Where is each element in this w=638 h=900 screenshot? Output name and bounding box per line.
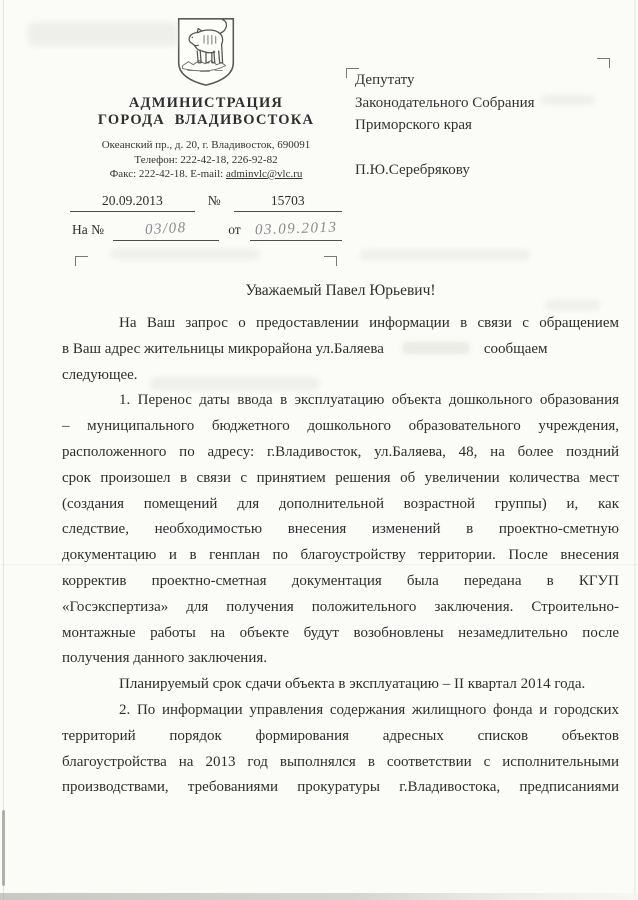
body-line: получения данного заключения.	[62, 650, 267, 667]
text-before-redaction: в Ваш адрес жительницы микрорайона ул.Баляева	[62, 340, 384, 357]
reference-row-incoming	[70, 221, 342, 241]
outgoing-number-field: 15703	[234, 193, 342, 212]
incoming-number-field	[113, 221, 219, 241]
body-line: (создания помещений для дополнительной возрастной группы) и, как	[62, 495, 619, 512]
body-line: следствие, необходимостью внесения изменений в проектно-сметную	[62, 521, 619, 538]
text-after-redaction: сообщаем	[483, 340, 548, 357]
corner-mark-right-icon	[324, 256, 337, 266]
body-line: Планируемый срок сдачи объекта в эксплуатацию – II квартал 2014 года.	[119, 676, 586, 693]
ot-label: от	[228, 221, 241, 237]
body-line: документацию и в генплан по благоустройству территории. После внесения	[62, 547, 619, 564]
corner-mark-right-icon	[597, 58, 610, 68]
paper-fold-line	[0, 564, 638, 567]
scan-bleedthrough-smudge	[545, 300, 600, 310]
body-line: корректив проектно-сметная документация была передана в КГУП	[62, 572, 619, 589]
org-fax-email	[70, 167, 342, 182]
org-name-line1: АДМИНИСТРАЦИЯ	[128, 95, 284, 111]
scan-edge-right	[634, 0, 636, 900]
body-line: «Госэкспертиза» для получения положительного заключения. Строительно-	[62, 598, 619, 615]
handwritten-incoming-number: 03/08	[144, 219, 188, 238]
org-phone: Телефон: 222-42-18, 226-92-82	[134, 153, 278, 166]
body-line: 1. Перенос даты ввода в эксплуатацию объекта дошкольного образования	[119, 392, 619, 409]
org-name-line2: ГОРОДА ВЛАДИВОСТОКА	[97, 112, 315, 128]
letterhead	[70, 12, 342, 266]
org-address: Океанский пр., д. 20, г. Владивосток, 690091	[101, 139, 311, 151]
body-line: производствами, требованиями прокуратуры г.Владивостока, предписаниями	[62, 779, 619, 796]
body-line: срок произошел в связи с принятием решения об увеличении количества мест	[62, 469, 619, 486]
recipient-line: Приморского края	[355, 117, 472, 133]
body-line: На Ваш запрос о предоставлении информации в связи с обращением	[119, 315, 619, 331]
scan-edge-left-dark	[2, 810, 5, 886]
recipient-block	[346, 56, 610, 181]
body-line: – муниципального бюджетного дошкольного образовательного учреждения,	[62, 418, 619, 435]
number-sign-label: №	[207, 192, 221, 208]
na-no-label: На №	[72, 221, 104, 237]
incoming-date-field	[250, 221, 342, 241]
body-line-with-redaction	[62, 337, 619, 363]
reference-row-outgoing	[70, 193, 342, 212]
scan-bleedthrough-smudge	[540, 95, 595, 105]
recipient-name: П.Ю.Серебрякову	[355, 161, 470, 178]
recipient-line: Законодательного Собрания	[355, 94, 535, 111]
body-line: расположенного по адресу: г.Владивосток, ул.Баляева, 48, на более поздний	[62, 443, 619, 460]
scan-bleedthrough-smudge	[150, 377, 320, 390]
body-line: следующее.	[62, 366, 138, 383]
email-text: adminvlc@vlc.ru	[225, 168, 303, 180]
corner-mark-left-icon	[75, 256, 88, 266]
body-line: монтажные работы на объекте будут возобновлены незамедлительно после	[62, 624, 619, 641]
outgoing-date-field: 20.09.2013	[70, 193, 195, 212]
scan-edge-left	[3, 0, 4, 900]
fax-email-prefix: Факс: 222-42-18. E-mail:	[109, 168, 226, 180]
scan-bleedthrough-smudge	[28, 22, 178, 46]
letter-body	[62, 282, 619, 801]
redaction-gap	[384, 337, 484, 363]
body-line: территорий порядок формирования адресных списков объектов	[62, 727, 619, 744]
body-line: благоустройства на 2013 год выполнялся в соответствии с исполнительными	[62, 753, 619, 770]
scan-bleedthrough-smudge	[110, 249, 260, 259]
corner-mark-left-icon	[346, 68, 359, 78]
scan-bleedthrough-smudge	[360, 250, 530, 260]
body-line: 2. По информации управления содержания жилищного фонда и городских	[119, 701, 619, 718]
scan-edge-bottom	[0, 893, 638, 900]
salutation: Уважаемый Павел Юрьевич!	[245, 282, 436, 299]
recipient-line: Депутату	[355, 72, 415, 88]
handwritten-incoming-date: 03.09.2013	[254, 219, 338, 238]
